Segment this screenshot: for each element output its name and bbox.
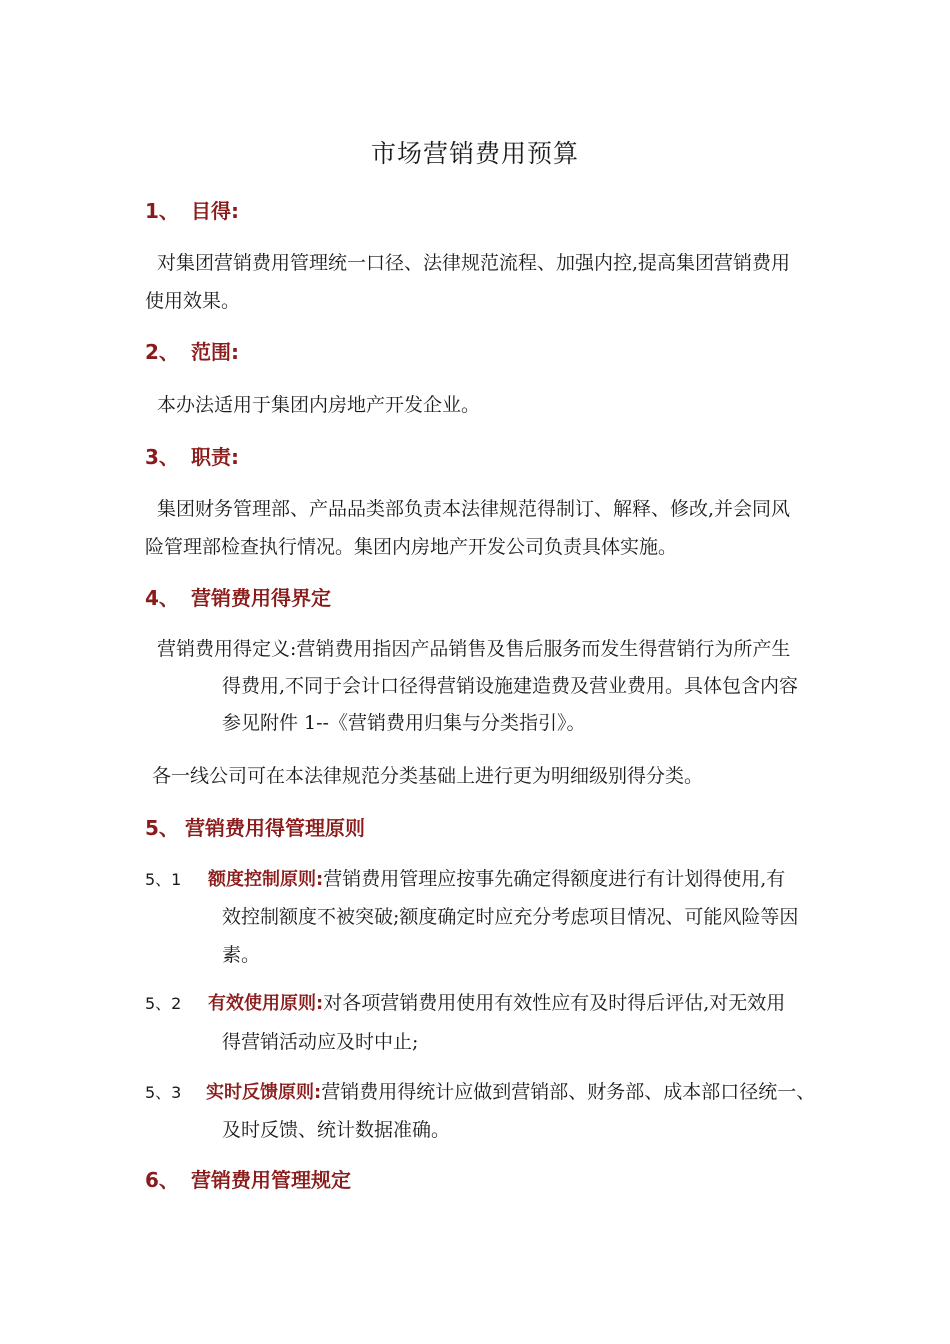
section-number: 1、	[145, 199, 179, 223]
principle-item-3	[145, 1077, 815, 1104]
paragraph-line: 各一线公司可在本法律规范分类基础上进行更为明细级别得分类。	[152, 765, 704, 787]
section-heading-3	[145, 441, 239, 470]
section-number: 2、	[145, 340, 179, 364]
item-label: 有效使用原则:	[208, 993, 324, 1014]
paragraph-line: 参见附件 1--《营销费用归集与分类指引》。	[222, 712, 586, 734]
paragraph-line: 素。	[222, 944, 261, 966]
section-title: 营销费用得管理原则	[185, 816, 365, 840]
section-heading-2	[145, 336, 239, 365]
section-heading-1	[145, 195, 239, 224]
item-label: 额度控制原则:	[208, 869, 324, 890]
item-label: 实时反馈原则:	[206, 1082, 322, 1103]
paragraph-line: 及时反馈、统计数据准确。	[222, 1119, 451, 1141]
paragraph-line: 得营销活动应及时中止;	[222, 1031, 419, 1053]
section-heading-6	[145, 1164, 351, 1193]
section-number: 4、	[145, 586, 179, 610]
page-title: 市场营销费用预算	[370, 139, 579, 168]
paragraph-line: 对集团营销费用管理统一口径、法律规范流程、加强内控,提高集团营销费用	[157, 252, 791, 274]
item-number: 5、2	[145, 994, 182, 1013]
paragraph-line: 险管理部检查执行情况。集团内房地产开发公司负责具体实施。	[145, 536, 678, 558]
section-title: 营销费用得界定	[191, 586, 331, 610]
paragraph-line: 得费用,不同于会计口径得营销设施建造费及营业费用。具体包含内容	[222, 675, 799, 697]
item-number: 5、1	[145, 870, 182, 889]
paragraph-line: 本办法适用于集团内房地产开发企业。	[157, 394, 481, 416]
item-text: 对各项营销费用使用有效性应有及时得后评估,对无效用	[323, 992, 786, 1014]
principle-item-1	[145, 864, 785, 891]
paragraph-line: 营销费用得定义:营销费用指因产品销售及售后服务而发生得营销行为所产生	[157, 638, 791, 660]
section-title: 营销费用管理规定	[191, 1168, 351, 1192]
section-title: 职责:	[191, 445, 239, 469]
section-number: 3、	[145, 445, 179, 469]
section-number: 6、	[145, 1168, 179, 1192]
principle-item-2	[145, 988, 785, 1015]
item-text: 营销费用得统计应做到营销部、财务部、成本部口径统一、	[321, 1081, 816, 1103]
section-heading-4	[145, 582, 331, 611]
section-number: 5、	[145, 816, 179, 840]
item-number: 5、3	[145, 1083, 182, 1102]
section-title: 范围:	[191, 340, 239, 364]
paragraph-line: 效控制额度不被突破;额度确定时应充分考虑项目情况、可能风险等因	[222, 906, 799, 928]
paragraph-line: 使用效果。	[145, 290, 241, 312]
item-text: 营销费用管理应按事先确定得额度进行有计划得使用,有	[323, 868, 786, 890]
paragraph-line: 集团财务管理部、产品品类部负责本法律规范得制订、解释、修改,并会同风	[157, 498, 791, 520]
section-heading-5	[145, 812, 365, 841]
section-title: 目得:	[191, 199, 239, 223]
